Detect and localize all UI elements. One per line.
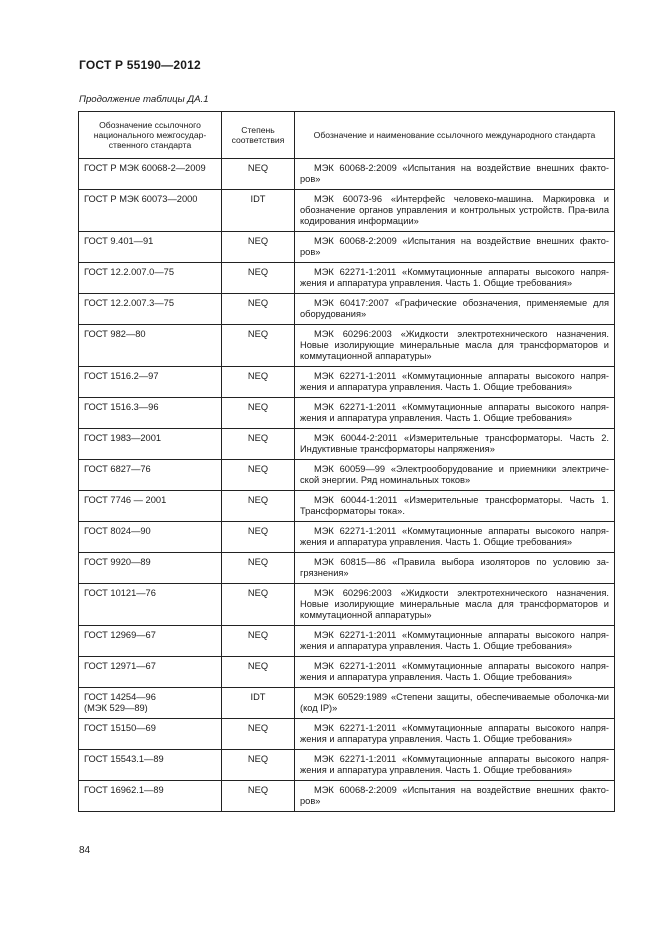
international-standard-cell: МЭК 60073-96 «Интерфейс человеко-машина. Маркировка и обозначение органов управления и контрольных устройств. Пра-вила кодирования информации» [295, 190, 615, 232]
degree-cell: NEQ [222, 584, 295, 626]
international-standard-cell: МЭК 62271-1:2011 «Коммутационные аппараты высокого напря-жения и аппаратура управления. Часть 1. Общие требования» [295, 719, 615, 750]
national-standard-cell: ГОСТ 16962.1—89 [79, 781, 222, 812]
international-standard-cell: МЭК 60068-2:2009 «Испытания на воздействие внешних факто-ров» [295, 159, 615, 190]
degree-cell: IDT [222, 190, 295, 232]
degree-cell: NEQ [222, 367, 295, 398]
international-standard-cell: МЭК 60059—99 «Электрооборудование и приемники электриче-ской энергии. Ряд номинальных токов» [295, 460, 615, 491]
degree-cell: NEQ [222, 460, 295, 491]
table-row [79, 429, 615, 460]
national-standard-cell: ГОСТ 12.2.007.0—75 [79, 263, 222, 294]
degree-cell: NEQ [222, 294, 295, 325]
international-standard-cell: МЭК 60417:2007 «Графические обозначения, применяемые для оборудования» [295, 294, 615, 325]
table-row [79, 263, 615, 294]
degree-cell: NEQ [222, 232, 295, 263]
degree-cell: NEQ [222, 750, 295, 781]
national-standard-cell: ГОСТ 15543.1—89 [79, 750, 222, 781]
international-standard-cell: МЭК 60296:2003 «Жидкости электротехнического назначения. Новые изолирующие минеральные масла для трансформаторов и коммутационной аппаратуры» [295, 584, 615, 626]
national-standard-cell: ГОСТ 9920—89 [79, 553, 222, 584]
table-row [79, 781, 615, 812]
international-standard-cell: МЭК 60068-2:2009 «Испытания на воздействие внешних факто-ров» [295, 781, 615, 812]
degree-cell: NEQ [222, 263, 295, 294]
table-row [79, 522, 615, 553]
international-standard-cell: МЭК 60068-2:2009 «Испытания на воздействие внешних факто-ров» [295, 232, 615, 263]
page-number: 84 [79, 845, 91, 856]
table-row [79, 159, 615, 190]
international-standard-cell: МЭК 60044-2:2011 «Измерительные трансформаторы. Часть 2. Индуктивные трансформаторы напряжения» [295, 429, 615, 460]
degree-cell: NEQ [222, 429, 295, 460]
degree-cell: NEQ [222, 325, 295, 367]
table-row [79, 657, 615, 688]
international-standard-cell: МЭК 60296:2003 «Жидкости электротехнического назначения. Новые изолирующие минеральные масла для трансформаторов и коммутационной аппаратуры» [295, 325, 615, 367]
table-header-row [79, 112, 615, 159]
degree-cell: NEQ [222, 491, 295, 522]
table-row [79, 398, 615, 429]
national-standard-cell: ГОСТ 12969—67 [79, 626, 222, 657]
international-standard-cell: МЭК 62271-1:2011 «Коммутационные аппараты высокого напря-жения и аппаратура управления. Часть 1. Общие требования» [295, 263, 615, 294]
table-row [79, 190, 615, 232]
national-standard-cell: ГОСТ 1516.2—97 [79, 367, 222, 398]
table-row [79, 553, 615, 584]
degree-cell: NEQ [222, 398, 295, 429]
degree-cell: NEQ [222, 781, 295, 812]
international-standard-cell: МЭК 62271-1:2011 «Коммутационные аппараты высокого напря-жения и аппаратура управления. Часть 1. Общие требования» [295, 522, 615, 553]
international-standard-cell: МЭК 62271-1:2011 «Коммутационные аппараты высокого напря-жения и аппаратура управления. Часть 1. Общие требования» [295, 657, 615, 688]
national-standard-cell: ГОСТ Р МЭК 60068-2—2009 [79, 159, 222, 190]
national-standard-cell: ГОСТ 6827—76 [79, 460, 222, 491]
national-standard-cell: ГОСТ 7746 — 2001 [79, 491, 222, 522]
degree-cell: NEQ [222, 626, 295, 657]
table-row [79, 750, 615, 781]
table-row [79, 325, 615, 367]
degree-cell: NEQ [222, 657, 295, 688]
national-standard-cell: ГОСТ 1983—2001 [79, 429, 222, 460]
table-row [79, 688, 615, 719]
column-header-national-standard: Обозначение ссылочного национального межгосудар-ственного стандарта [79, 112, 222, 159]
international-standard-cell: МЭК 62271-1:2011 «Коммутационные аппараты высокого напря-жения и аппаратура управления. Часть 1. Общие требования» [295, 367, 615, 398]
national-standard-cell: ГОСТ 10121—76 [79, 584, 222, 626]
column-header-degree: Степень соответствия [222, 112, 295, 159]
international-standard-cell: МЭК 60815—86 «Правила выбора изоляторов по условию за-грязнения» [295, 553, 615, 584]
national-standard-cell: ГОСТ 14254—96 (МЭК 529—89) [79, 688, 222, 719]
degree-cell: NEQ [222, 553, 295, 584]
table-row [79, 491, 615, 522]
national-standard-cell: ГОСТ Р МЭК 60073—2000 [79, 190, 222, 232]
national-standard-cell: ГОСТ 12.2.007.3—75 [79, 294, 222, 325]
degree-cell: NEQ [222, 522, 295, 553]
national-standard-cell: ГОСТ 12971—67 [79, 657, 222, 688]
table-row [79, 626, 615, 657]
national-standard-cell: ГОСТ 1516.3—96 [79, 398, 222, 429]
international-standard-cell: МЭК 60529:1989 «Степени защиты, обеспечиваемые оболочка-ми (код IP)» [295, 688, 615, 719]
degree-cell: IDT [222, 688, 295, 719]
document-standard-title: ГОСТ Р 55190—2012 [79, 58, 201, 72]
table-row [79, 294, 615, 325]
national-standard-cell: ГОСТ 15150—69 [79, 719, 222, 750]
international-standard-cell: МЭК 62271-1:2011 «Коммутационные аппараты высокого напря-жения и аппаратура управления. Часть 1. Общие требования» [295, 398, 615, 429]
table-row [79, 232, 615, 263]
international-standard-cell: МЭК 62271-1:2011 «Коммутационные аппараты высокого напря-жения и аппаратура управления. Часть 1. Общие требования» [295, 750, 615, 781]
table-caption: Продолжение таблицы ДА.1 [79, 94, 209, 105]
table-row [79, 367, 615, 398]
international-standard-cell: МЭК 60044-1:2011 «Измерительные трансформаторы. Часть 1. Трансформаторы тока». [295, 491, 615, 522]
table-row [79, 719, 615, 750]
national-standard-cell: ГОСТ 8024—90 [79, 522, 222, 553]
table-row [79, 584, 615, 626]
table-row [79, 460, 615, 491]
national-standard-cell: ГОСТ 982—80 [79, 325, 222, 367]
degree-cell: NEQ [222, 719, 295, 750]
international-standard-cell: МЭК 62271-1:2011 «Коммутационные аппараты высокого напря-жения и аппаратура управления. Часть 1. Общие требования» [295, 626, 615, 657]
degree-cell: NEQ [222, 159, 295, 190]
column-header-international-standard: Обозначение и наименование ссылочного международного стандарта [295, 112, 615, 159]
reference-standards-table [78, 111, 615, 812]
national-standard-cell: ГОСТ 9.401—91 [79, 232, 222, 263]
